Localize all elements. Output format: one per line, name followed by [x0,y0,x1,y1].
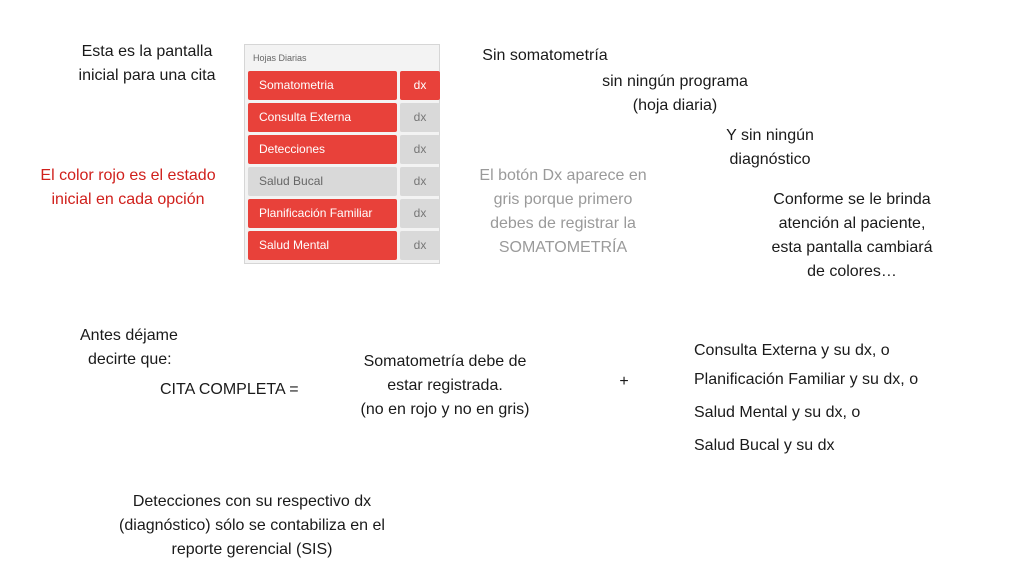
soma-registered-note [340,350,550,422]
dx-gray-line-3: debes de registrar la [490,215,636,232]
no-diagnosis-note [700,124,840,172]
soma-registered-line-2: estar registrada. [387,377,503,394]
before-line-1: Antes déjame [80,327,178,344]
change-colors-line-2: atención al paciente, [778,215,926,232]
somatometria-button[interactable]: Somatometria [248,71,397,100]
option-line-2: Planificación Familiar y su dx, o [694,371,919,388]
plus-sign [612,370,636,394]
no-program-note [580,70,770,118]
change-colors-line-4: de colores… [807,263,897,280]
option-consulta-externa [694,339,954,363]
panel-title: Hojas Diarias [253,53,307,63]
option-salud-bucal [694,434,954,458]
dx-gray-line-4: SOMATOMETRÍA [498,239,628,256]
row-salud-mental [248,231,438,260]
row-salud-bucal [248,167,438,196]
detecciones-dx-button[interactable]: dx [400,135,440,164]
salud-mental-button[interactable]: Salud Mental [248,231,397,260]
planificacion-familiar-dx-button[interactable]: dx [400,199,440,228]
no-program-line-2: (hoja diaria) [632,97,718,114]
no-somatometria-line: Sin somatometría [482,47,608,64]
intro-line-1: Esta es la pantalla [81,43,213,60]
option-line-1: Consulta Externa y su dx, o [694,342,890,359]
change-colors-note [750,188,954,284]
intro-line-2: inicial para una cita [78,67,216,84]
option-line-3: Salud Mental y su dx, o [694,404,861,421]
red-state-line-1: El color rojo es el estado [40,167,216,184]
before-note [80,324,220,372]
row-consulta-externa [248,103,438,132]
row-somatometria [248,71,438,100]
salud-mental-dx-button[interactable]: dx [400,231,440,260]
row-planificacion-familiar [248,199,438,228]
detecciones-button[interactable]: Detecciones [248,135,397,164]
plus-glyph: + [619,373,629,390]
no-diagnosis-line-2: diagnóstico [729,151,811,168]
consulta-externa-button[interactable]: Consulta Externa [248,103,397,132]
detecciones-note [100,490,404,562]
no-program-line-1: sin ningún programa [602,73,748,90]
option-line-4: Salud Bucal y su dx [694,437,835,454]
change-colors-line-1: Conforme se le brinda [773,191,931,208]
detecciones-line-1: Detecciones con su respectivo dx [132,493,372,510]
cita-completa-line: CITA COMPLETA = [160,381,299,398]
cita-completa-label [160,378,320,402]
hojas-diarias-panel [244,44,440,264]
soma-registered-line-3: (no en rojo y no en gris) [360,401,530,418]
somatometria-dx-button[interactable]: dx [400,71,440,100]
before-line-2: decirte que: [88,351,172,368]
red-state-line-2: inicial en cada opción [51,191,205,208]
red-state-note [26,164,230,212]
detecciones-line-2: (diagnóstico) sólo se contabiliza en el [119,517,385,534]
no-diagnosis-line-1: Y sin ningún [726,127,814,144]
planificacion-familiar-button[interactable]: Planificación Familiar [248,199,397,228]
dx-gray-line-2: gris porque primero [493,191,633,208]
change-colors-line-3: esta pantalla cambiará [771,239,933,256]
dx-gray-line-1: El botón Dx aparece en [479,167,647,184]
salud-bucal-button[interactable]: Salud Bucal [248,167,397,196]
option-planificacion-familiar [694,368,984,392]
no-somatometria-note [460,44,630,68]
intro-note [62,40,232,88]
row-detecciones [248,135,438,164]
salud-bucal-dx-button[interactable]: dx [400,167,440,196]
option-salud-mental [694,401,954,425]
soma-registered-line-1: Somatometría debe de [363,353,527,370]
consulta-externa-dx-button[interactable]: dx [400,103,440,132]
dx-gray-note [470,164,656,260]
detecciones-line-3: reporte gerencial (SIS) [171,541,333,558]
